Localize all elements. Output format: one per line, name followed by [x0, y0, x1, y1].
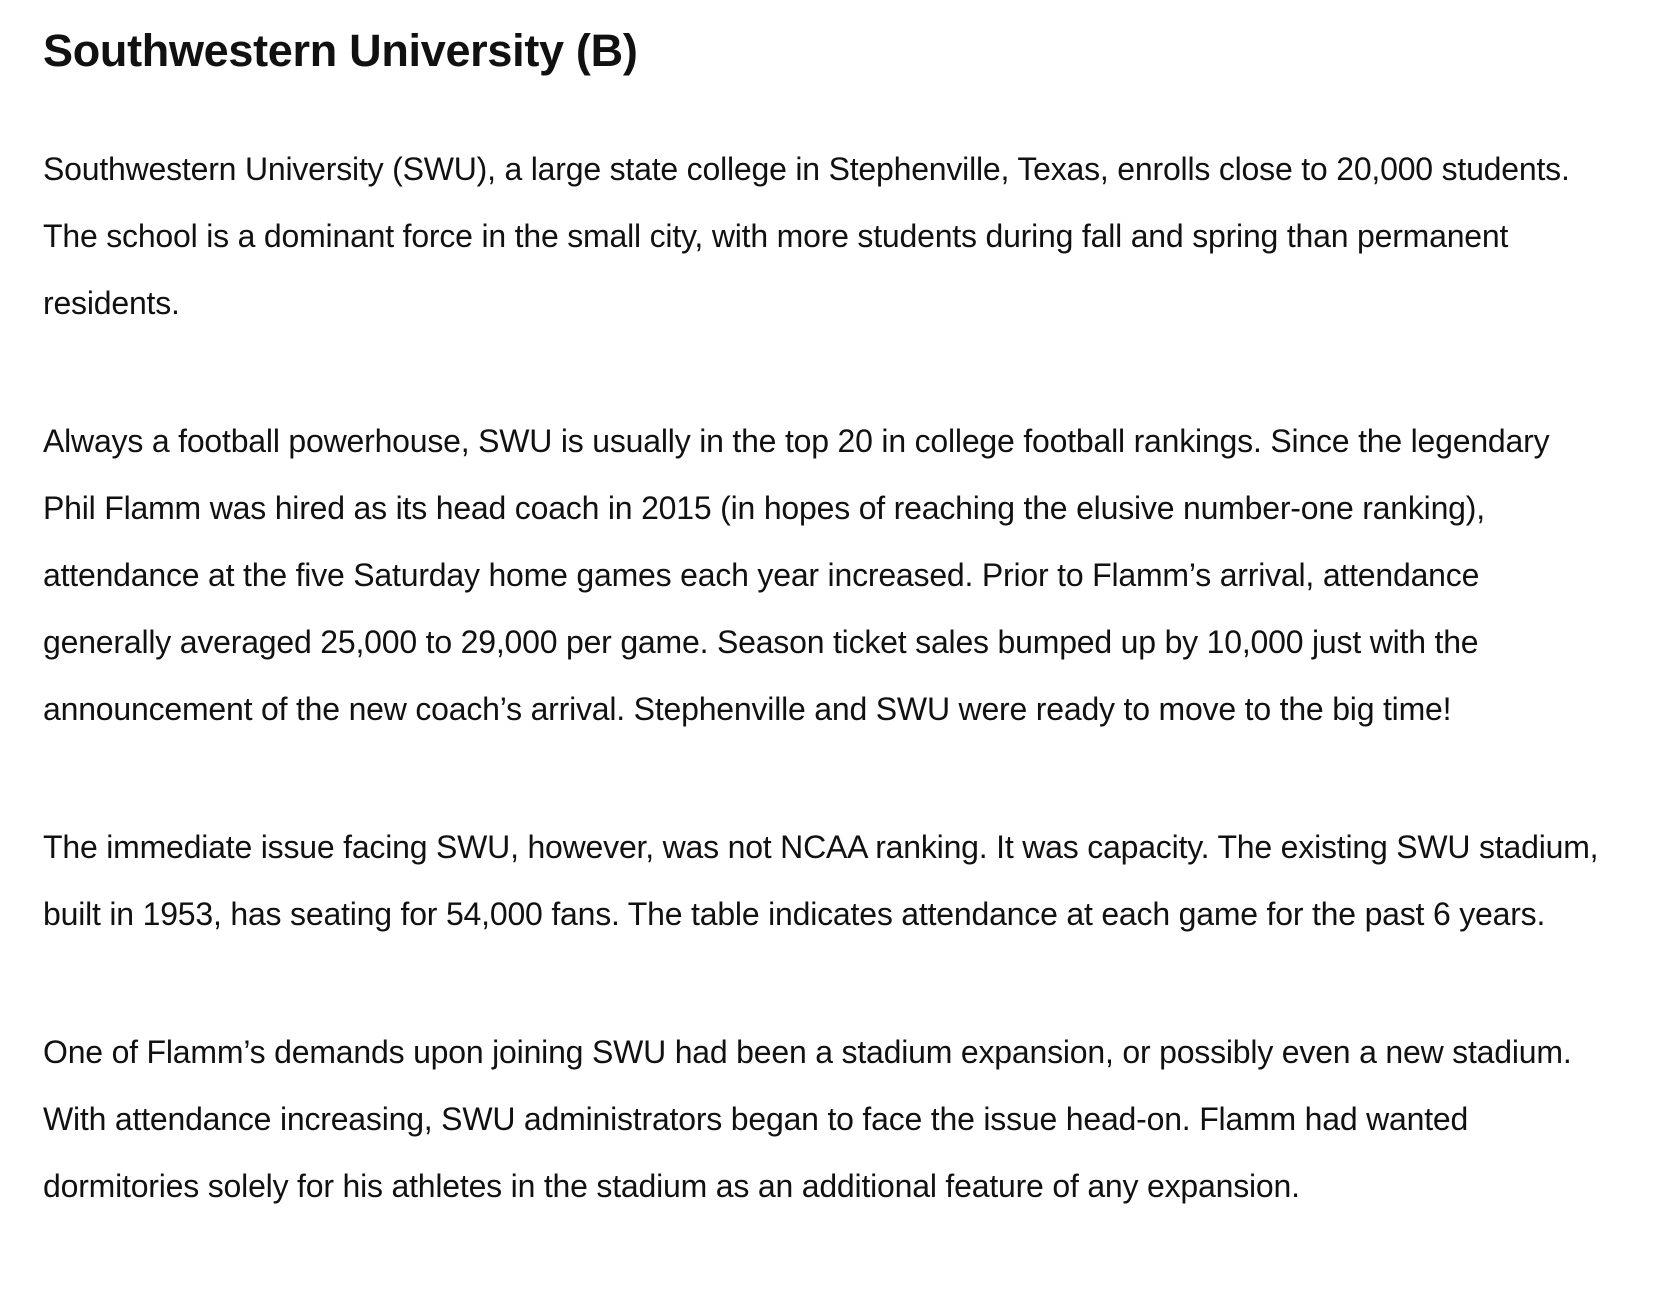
document-body — [43, 136, 1600, 1220]
paragraph-stadium-expansion: One of Flamm’s demands upon joining SWU had been a stadium expansion, or possibly even a new stadium. With attendance increasing, SWU administrators began to face the issue head-on. Flamm had wanted dormitories solely for his athletes in the stadium as an additional feature of any expansion. — [43, 1034, 1572, 1204]
document-title: Southwestern University (B) — [43, 25, 638, 76]
paragraph-football-history: Always a football powerhouse, SWU is usually in the top 20 in college football rankings. Since the legendary Phil Flamm was hired as its head coach in 2015 (in hopes of reaching the elusive number-one ranking), attendance at the five Saturday home games each year increased. Prior to Flamm’s arrival, attendance generally averaged 25,000 to 29,000 per game. Season ticket sales bumped up by 10,000 just with the announcement of the new coach’s arrival. Stephenville and SWU were ready to move to the big time! — [43, 423, 1550, 727]
paragraph-enrollment: Southwestern University (SWU), a large state college in Stephenville, Texas, enrolls close to 20,000 students. The school is a dominant force in the small city, with more students during fall and spring than permanent residents. — [43, 151, 1570, 321]
paragraph-capacity-issue: The immediate issue facing SWU, however, was not NCAA ranking. It was capacity. The existing SWU stadium, built in 1953, has seating for 54,000 fans. The table indicates attendance at each game for the past 6 years. — [43, 829, 1599, 932]
